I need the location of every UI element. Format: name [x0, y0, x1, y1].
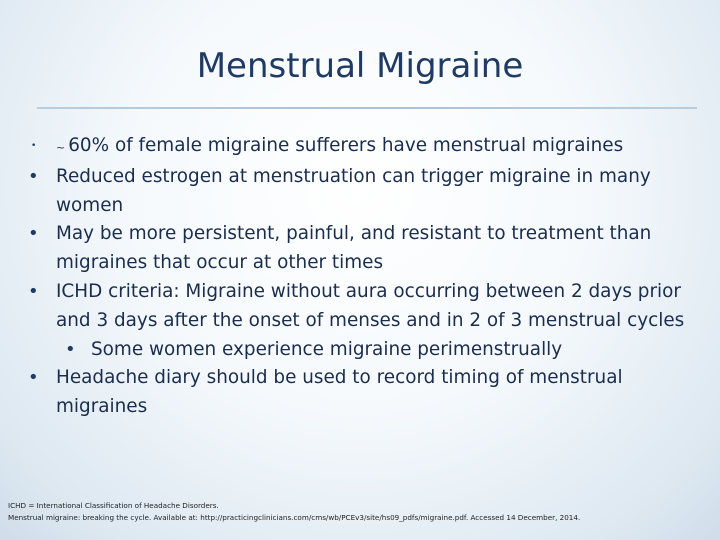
bullet-dot-icon: •	[28, 367, 39, 389]
slide-title: Menstrual Migraine	[196, 46, 524, 86]
bullet-dot-icon: •	[28, 280, 39, 302]
bullet-item	[28, 132, 688, 163]
bullet-item	[28, 220, 688, 278]
bullet-text: Reduced estrogen at menstruation can trigger migraine in many women	[56, 165, 651, 216]
bullet-dot-icon: •	[28, 165, 39, 187]
bullet-item	[28, 163, 688, 221]
bullet-text: May be more persistent, painful, and resistant to treatment than migraines that occur at other times	[56, 223, 652, 274]
footnote-reference: Menstrual migraine: breaking the cycle. Available at: http://practicingclinicians.com/cms/wb/PCEv3/site/hs09_pdfs/migraine.pdf. Accessed 14 December, 2014.	[8, 512, 581, 522]
bullet-text: 60% of female migraine sufferers have menstrual migraines	[68, 135, 624, 156]
bullet-text: Headache diary should be used to record timing of menstrual migraines	[56, 367, 623, 418]
bullet-dot-icon: •	[28, 223, 39, 245]
bullet-list	[28, 132, 688, 422]
bullet-dot-icon: •	[31, 141, 37, 151]
footnote-abbreviation: ICHD = International Classification of Headache Disorders.	[8, 501, 219, 510]
bullet-item	[28, 364, 688, 422]
bullet-text: ICHD criteria: Migraine without aura occurring between 2 days prior and 3 days after the onset of menses and in 2 of 3 menstrual cycles	[56, 280, 685, 331]
sub-bullet-item	[28, 336, 688, 365]
title-divider	[37, 107, 697, 109]
bullet-item	[28, 278, 688, 336]
footnotes	[8, 500, 713, 523]
bullet-text: Some women experience migraine perimenstrually	[91, 338, 563, 360]
bullet-dot-icon: •	[65, 338, 76, 360]
approx-symbol: ~	[56, 141, 66, 154]
